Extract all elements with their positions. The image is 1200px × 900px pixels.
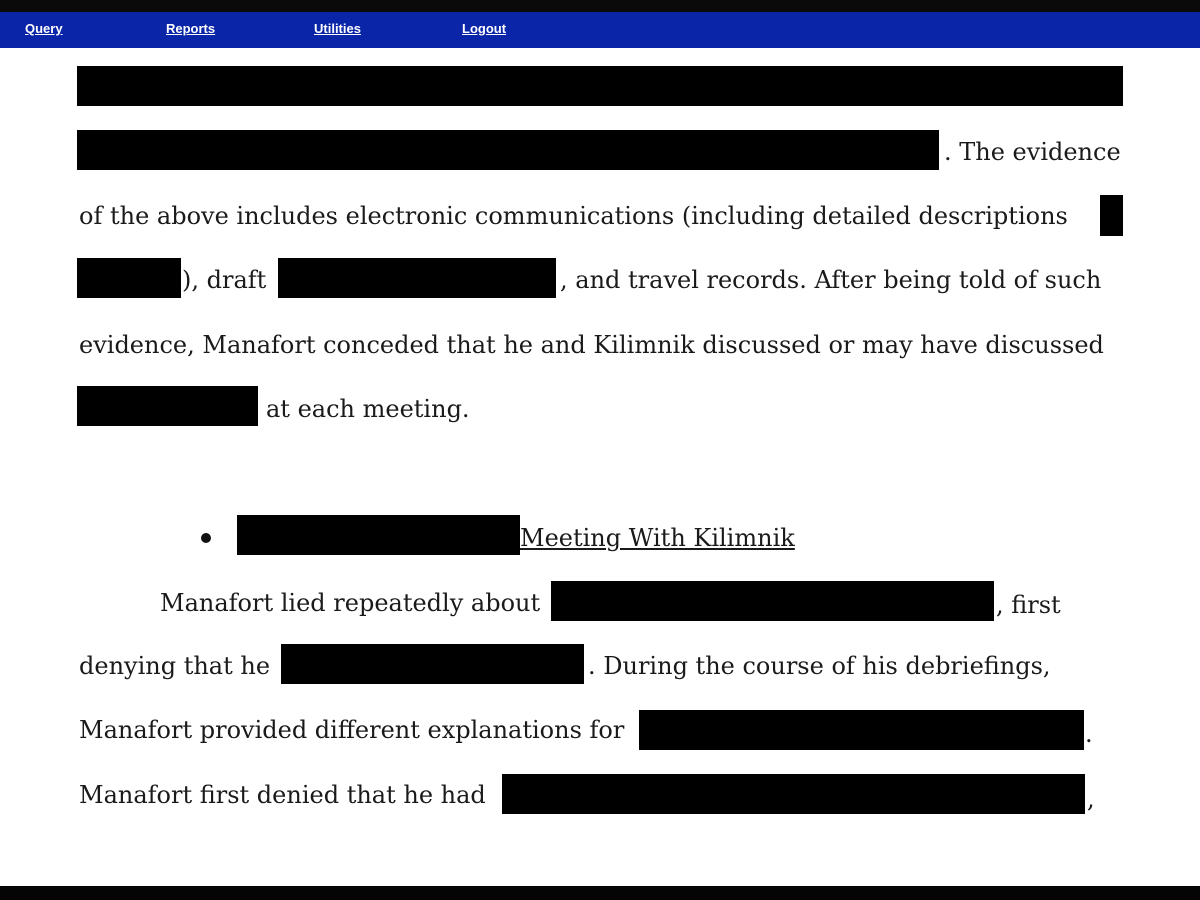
redaction-block bbox=[639, 710, 1084, 750]
doc-text-line: . During the course of his debriefings, bbox=[588, 652, 1051, 680]
nav-utilities-link[interactable]: Utilities bbox=[314, 21, 361, 36]
doc-text-line: . The evidence bbox=[944, 138, 1121, 166]
doc-text-line: at each meeting. bbox=[266, 395, 470, 423]
nav-logout-link[interactable]: Logout bbox=[462, 21, 507, 36]
doc-text-line: , first bbox=[996, 591, 1061, 619]
section-heading: Meeting With Kilimnik bbox=[520, 524, 795, 552]
bottom-border bbox=[0, 886, 1200, 900]
nav-reports-link[interactable]: Reports bbox=[166, 21, 216, 36]
doc-text-line: Manafort first denied that he had bbox=[79, 781, 486, 809]
redaction-block bbox=[281, 644, 584, 684]
doc-text-line: denying that he bbox=[79, 652, 271, 680]
doc-text-line: Manafort provided different explanations for bbox=[79, 716, 625, 744]
redaction-block bbox=[237, 515, 520, 555]
doc-text-line: Manafort lied repeatedly about bbox=[160, 589, 541, 617]
doc-text-line: ), draft bbox=[182, 266, 267, 294]
nav-query-link[interactable]: Query bbox=[25, 21, 63, 36]
nav-bar bbox=[0, 12, 1200, 49]
bullet-point bbox=[201, 533, 211, 543]
redaction-block bbox=[77, 130, 939, 170]
redaction-block bbox=[77, 66, 1123, 106]
doc-text-line: , bbox=[1087, 785, 1095, 813]
redaction-block bbox=[77, 258, 181, 298]
redaction-block bbox=[77, 386, 258, 426]
doc-text-line: evidence, Manafort conceded that he and Kilimnik discussed or may have discussed bbox=[79, 331, 1104, 359]
redaction-block bbox=[1100, 195, 1123, 236]
document-page bbox=[0, 48, 1200, 886]
doc-text-line: of the above includes electronic communications (including detailed descriptions bbox=[79, 202, 1068, 230]
doc-text-line: . bbox=[1085, 720, 1093, 748]
redaction-block bbox=[278, 258, 556, 298]
redaction-block bbox=[551, 581, 994, 621]
top-border bbox=[0, 0, 1200, 12]
doc-text-line: , and travel records. After being told of such bbox=[560, 266, 1102, 294]
redaction-block bbox=[502, 774, 1085, 814]
